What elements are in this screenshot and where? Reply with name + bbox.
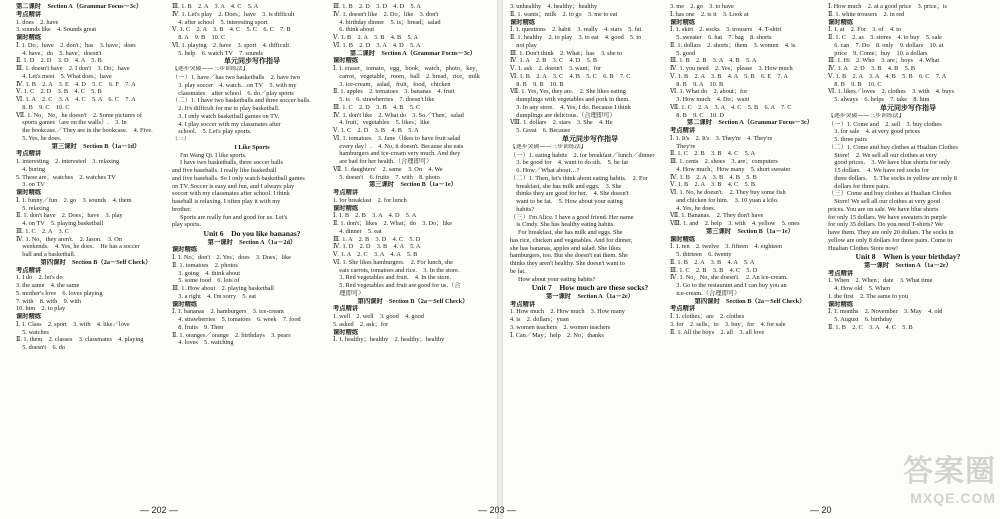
answer-line: Ⅱ. 1. B 2. A 3. B 4. A 5. A: [670, 258, 755, 266]
answer-line: 5. sweater 6. hat 7. bag 8. shorts: [670, 34, 772, 41]
answer-line: 课时精练: [670, 235, 696, 243]
answer-line: 2. It's difficult for me to play basketball.: [172, 105, 280, 112]
answer-line: 5. doesn't 6. do: [16, 344, 66, 351]
answer-line: Ⅵ. 1. She likes hamburgers. 2. For lunch, she: [333, 258, 453, 266]
answer-line: Hualian Clothes Store now!: [828, 244, 899, 252]
answer-line: Ⅶ. 1. No，No，he doesn't 2. Some pictures of: [16, 111, 142, 119]
answer-line: Ⅲ. 1. B 2. B 3. A 4. B 5. A: [670, 57, 757, 65]
answer-line: Ⅱ. 1. them 2. classes 3. classmates 4. playing: [16, 336, 144, 344]
answer-line: Ⅰ. 1. Do；have 2. don't；has 3. have；does: [16, 41, 136, 49]
answer-line: baseball is relaxing. I often play it with my: [172, 198, 281, 205]
answer-line: Unit 8 When is your birthday?: [855, 252, 961, 262]
answer-line: 4. How old 5. When: [828, 285, 890, 292]
answer-line: 4. strawberries 5. tomatoes 6. week 7. food: [172, 316, 301, 323]
answer-line: 课时精练: [333, 204, 359, 212]
answer-line: 3. Go to the restaurant and I can buy you an: [670, 282, 787, 289]
answer-line: Ⅰ. 1. at 2. For 3. of 4. to: [828, 26, 902, 34]
answer-line: 3. on TV: [16, 181, 45, 189]
answer-line: Ⅳ. 1. doesn't like 2. Do；like 3. don't: [333, 10, 439, 18]
answer-line: Store! 2. We sell all our clothes at very: [828, 151, 937, 159]
answer-line: （二）1. I have two basketballs and three soccer balls.: [172, 97, 311, 105]
answer-line: 5. some food 6. lots of: [172, 277, 240, 285]
answer-line: 考点精讲: [16, 266, 42, 274]
answer-line: Ⅲ. 1. doesn't have 2. I don't 3. Do；have: [16, 65, 130, 72]
answer-line: Ⅳ. 1. A 2. B 3. C 4. D 5. B: [510, 57, 598, 65]
answer-line: 5. Great 6. Because: [510, 127, 571, 134]
answer-line: Ⅰ. 1. clothes；are 2. clothes: [670, 313, 745, 320]
answer-line: Ⅱ. 1. All the boys 2. all 3. all love: [670, 328, 765, 336]
answer-line: 课时精练: [172, 246, 198, 254]
answer-line: 第二课时 Section A（Grammar Focus－3c）: [16, 3, 143, 10]
answer-line: Ⅵ. 1. What do 2. about；for: [670, 88, 748, 96]
answer-line: 4. fruit；vegetables 5. likes；like: [333, 119, 430, 127]
answer-line: 【逐步突破——三步训练法】: [172, 66, 249, 73]
answer-line: Ⅳ. 1. B 2. A 3. E 4. D 5. C 6. F 7. A: [16, 80, 136, 88]
page-number-right: — 203 —: [478, 505, 517, 515]
answer-line: Ⅶ. 1. Yes, Yes, they are. 2. She likes eating: [510, 88, 626, 96]
answer-line: Ⅰ. 1. No；don't 2. Yes；does 3. Does；like: [172, 254, 291, 261]
answer-line: 1. I do 2. let's do: [16, 274, 63, 282]
answer-line: Ⅴ. 1. ask 2. doesn't 3. want；for: [510, 65, 602, 72]
answer-line: 3. for sale 4. at very good prices: [828, 128, 920, 136]
answer-line: 【逐步突破——三步训练法】: [510, 143, 587, 150]
answer-line: 第一课时 Section A（1a－2e）: [546, 292, 634, 300]
answer-line: 课时精练: [16, 34, 42, 41]
answer-line: Ⅰ. 1. eraser，tomato，egg，book，watch，photo，key，: [333, 65, 482, 72]
answer-line: 单元同步写作指导: [880, 103, 936, 112]
answer-line: Ⅰ. 1. skirt 2. socks 3. trousers 4. T-shirt: [670, 26, 782, 34]
answer-line: Ⅰ. 1. bananas 2. hamburgers 3. ice-cream: [172, 308, 284, 316]
answer-line: 课时精练: [333, 328, 359, 336]
answer-line: eats carrots, tomatoes and rice. 3. In the store.: [333, 266, 460, 274]
answer-line: ball and a basketball.: [16, 251, 76, 258]
answer-line: 5. asked 2. ask；for: [333, 320, 389, 328]
answer-line: Ⅴ. 1. B 2. A 3. A 4. B 5. B 6. C 7. A: [828, 72, 947, 80]
answer-line: and chicken for him. 3. 10 yuan a kilo.: [670, 196, 779, 204]
answer-line: Ⅰ. has one 2. is it 3. Look at: [670, 10, 749, 18]
answer-line: Ⅶ. 1. Bananas. 2. They don't have: [670, 212, 764, 220]
answer-line: Ⅲ. 1. C 2. B 3. B 4. C 5. D: [670, 266, 758, 274]
answer-line: Ⅰ. 1. B 2. B 3. A 4. D 5. A: [333, 212, 417, 220]
answer-line: breakfast, she has milk and eggs. 3. She: [510, 182, 622, 190]
answer-line: I'm Wang Qi. I like sports.: [180, 151, 247, 159]
answer-line: Ⅳ. 1. No，No, she doesn't. 2. An ice-cream.: [670, 274, 788, 282]
answer-line: （三）I'm Alice. I have a good friend. Her name: [510, 213, 634, 221]
answer-line: Ⅱ. 1. C 2. B 3. B 4. C 5. A: [670, 150, 756, 158]
answer-line: 考点精讲: [333, 189, 359, 196]
answer-line: I Like Sports: [234, 143, 270, 151]
answer-column-6: [828, 3, 988, 493]
answer-line: Unit 6 Do you like bananas?: [203, 229, 301, 238]
answer-line: and five baseballs. So I only watch basketball games: [172, 174, 305, 182]
answer-line: Ⅱ. 1. C 2. as 3. stores 4. to buy 5. sale: [828, 34, 942, 41]
answer-line: （一）1. eating habits 2. for breakfast／lunch／dinner: [510, 151, 655, 159]
answer-column-1: [16, 3, 176, 493]
answer-line: not play: [510, 41, 537, 49]
answer-column-4: [510, 3, 670, 493]
answer-line: Ⅲ. 1. B 2. A 3. A 4. C 5. A: [172, 3, 259, 10]
answer-line: Ⅵ. 1. A 2. C 3. A 4. C 5. A 6. C 7. A: [16, 96, 136, 103]
answer-line: Ⅴ. 1. C 2. D 3. B 4. C 5. B: [16, 88, 102, 96]
answer-line: They're: [670, 142, 696, 150]
answer-line: 4. boring: [16, 165, 46, 173]
answer-line: 7. with 8. with 9. with: [16, 297, 82, 305]
answer-line: for only 15 dollars. We have sweaters in purple: [828, 213, 947, 221]
answer-line: 3. going 4. think about: [172, 269, 241, 277]
answer-line: and five baseballs. I really like basketball: [172, 167, 277, 174]
answer-line: 课时精练: [172, 300, 198, 308]
answer-line: Ⅱ. 1. healthy 2. to play 3. to eat 4. good 5. to: [510, 34, 642, 41]
answer-line: 5. is 6. strawberries 7. doesn't like: [333, 96, 435, 103]
answer-line: Ⅴ. 1. A 2. C 3. A 4. A 5. B: [333, 251, 418, 258]
answer-line: 4. Yes, he does.: [670, 204, 716, 212]
answer-line: 5. August 6. birthday: [828, 316, 893, 323]
answer-line: 15 dollars. 4. We have red socks for: [828, 167, 930, 174]
answer-line: 8. B 9. A 10. B: [670, 80, 724, 88]
answer-line: 1. well 2. well 3. good 4. good: [333, 313, 424, 320]
answer-line: 5. mother's love 6. loves playing: [16, 289, 103, 297]
answer-line: 课时精练: [510, 18, 536, 26]
answer-line: 考点精讲: [828, 269, 854, 277]
answer-line: dollars for three pairs.: [828, 182, 890, 190]
answer-line: 3. play soccer 4. watch…on TV 5. with my: [172, 81, 297, 89]
answer-line: 6. can 7. Do 8. only 9. dollars 10. at: [828, 41, 944, 49]
answer-line: 第一课时 Section A（1a－2e）: [864, 261, 952, 269]
answer-line: sports games（are on the walls）. 3. In: [16, 119, 127, 127]
answer-line: 课时精练: [16, 189, 42, 196]
answer-line: Ⅳ. 1. A 2. D 3. B 4. B 5. B: [828, 65, 916, 72]
answer-line: Ⅳ. 1. B 2. A 3. B 4. B 5. B: [670, 173, 757, 181]
answer-line: she has bananas, apples and salad. She likes: [510, 244, 621, 252]
answer-line: good prices. 3. We have blue shorts for only: [828, 159, 950, 167]
answer-line: ice-cream.（合理即可）: [670, 289, 741, 297]
answer-line: 4. dinner 5. eat: [333, 227, 382, 235]
answer-line: Store! We sell all our clothes at very good: [828, 198, 940, 205]
answer-line: 5. watches: [16, 328, 49, 336]
answer-line: Ⅰ. 1. months 2. November 3. May 4. old: [828, 308, 943, 316]
answer-line: Ⅵ. 1. tomatoes 3. Jane（likes to have fruit salad: [333, 134, 461, 142]
answer-line: play sports.: [172, 221, 202, 229]
answer-line: 3. Red vegetables and fruit. 4. In the store.: [333, 274, 452, 282]
answer-line: 单元同步写作指导: [224, 57, 280, 66]
answer-line: Ⅰ. 1. questions 2. habit 3. really 4. stars 5. fat: [510, 26, 642, 34]
answer-line: are bad for her health.（合理即可）: [333, 158, 433, 165]
answer-line: Ⅲ. 1. C 2. D 3. B 4. B 5. C: [333, 103, 421, 111]
answer-line: 课时精练: [670, 18, 696, 26]
answer-line: 第三课时 Section B（1a－1d）: [51, 142, 141, 150]
answer-line: have them. They are only 20 dollars. The socks in: [828, 229, 954, 236]
answer-line: every day）. 4. No, it doesn't. Because she eats: [333, 142, 464, 150]
answer-line: price 9. Come；buy 10. a dollars: [828, 49, 928, 57]
answer-line: Ⅱ. 1. tomatoes 2. photos: [172, 261, 238, 269]
answer-line: dumplings with vegetables and pork in them.: [510, 96, 630, 103]
answer-line: Ⅰ. How much 2. at a good price 3. price；is: [828, 3, 947, 10]
answer-line: Ⅶ. 1. C 2. A 3. A 4. C 5. B 6. A 7. C: [670, 103, 792, 111]
answer-line: 3. for 2. sells；to 3. buy；for 4. for sale: [670, 320, 786, 328]
answer-line: hamburgers and ice-cream very much. And they: [333, 150, 461, 158]
answer-line: Ⅲ. 1. B 2. D 3. D 4. D 5. A: [333, 3, 421, 10]
answer-line: 考点精讲: [333, 305, 359, 313]
answer-column-3: [333, 3, 493, 493]
answer-line: Ⅵ. 1. No, he doesn't. 2. They buy some fish: [670, 189, 786, 196]
answer-line: be fat.: [510, 267, 526, 275]
answer-line: 考点精讲: [16, 10, 42, 18]
answer-line: 3. ice-cream，salad，fruit，food，chicken: [333, 80, 451, 88]
answer-line: 考点精讲: [670, 305, 696, 313]
right-page: [478, 0, 1000, 519]
answer-line: 考点精讲: [16, 150, 42, 158]
answer-line: Unit 7 How much are these socks?: [531, 283, 649, 293]
page-number-left: — 202 —: [140, 505, 179, 515]
answer-line: Ⅱ. 1. dollars 2. shorts；them 3. women 4. is: [670, 41, 796, 49]
answer-line: Ⅰ. 1. ten 2. twelve 3. fifteen 4. eighteen: [670, 243, 782, 251]
answer-line: 8. B 9. C 10. C: [16, 103, 70, 111]
answer-line: Ⅱ. 1. wants；milk 2. to go 3. me to eat: [510, 10, 618, 18]
answer-line: 4. Let's meet 5. What does；have: [16, 72, 112, 80]
answer-line: 4. I play soccer with my classmates after: [172, 120, 281, 128]
answer-line: 5. good: [670, 49, 696, 57]
answer-line: 【逐步突破——三步训练法】: [828, 112, 905, 119]
answer-line: 8. B 9. C 10. D: [670, 111, 724, 119]
answer-line: 1. for breakfast 2. for lunch: [333, 196, 407, 204]
answer-line: 第四课时 Section B（2a－Self Check）: [40, 258, 152, 266]
answer-line: thinks they aren't healthy. She doesn't want to: [510, 260, 625, 267]
answer-line: 第三课时 Section B（1a－1e）: [706, 227, 794, 235]
answer-line: three dollars. 5. The socks in yellow are only 8: [828, 174, 957, 182]
answer-line: Ⅳ. 1. D 2. D 3. B 4. A 5. A: [333, 243, 421, 251]
answer-line: Ⅳ. 1. you need 2. Yes；please 3. How much: [670, 65, 793, 72]
answer-line: 5. doesn't 6. fruits 7. with 8. photo: [333, 173, 440, 181]
answer-line: 4. is 2. dollars；yuan: [510, 316, 569, 323]
answer-line: 1. does 2. have: [16, 18, 59, 26]
answer-column-5: [670, 3, 830, 493]
answer-line: 1. the first 2. The same to you: [828, 292, 908, 300]
answer-line: 5. Red vegetables and fruit are good for us.（合: [333, 282, 461, 289]
answer-line: thinks they are good for her. 4. She doesn't: [510, 190, 629, 198]
answer-line: Ⅰ. 1. It's 2. It's 3. They're 4. They're: [670, 134, 773, 142]
answer-line: Ⅲ. 1. cents 2. shoes 3. are；computers: [670, 158, 778, 165]
answer-line: 课时精练: [828, 18, 854, 26]
watermark-text: 答案圈: [903, 455, 996, 488]
answer-line: want to be fat. 5. How about your eating: [510, 198, 623, 205]
answer-line: Ⅵ. 1. B 2. A 3. C 4. B 5. C 6. B 7. C: [510, 72, 631, 80]
answer-line: 8. B 9. B 10. B: [510, 80, 564, 88]
answer-line: yellow are only 8 dollars for three pairs. Come to: [828, 236, 953, 244]
answer-line: （一）1. Come and 2. sell 3. buy clothes: [828, 120, 942, 128]
answer-line: 3. women teachers 2. women teachers: [510, 323, 611, 331]
answer-line: hamburgers, too. But she doesn't eat them. She: [510, 252, 628, 260]
answer-line: Ⅰ. Can／May；help 2. No；thanks: [510, 331, 604, 339]
answer-line: Ⅰ. 1. funny／fun 2. go 3. sounds 4. them: [16, 196, 132, 204]
answer-line: 3. unhealthy 4. healthy；healthy: [510, 3, 598, 10]
answer-line: Ⅵ. 1. playing 2. have 3. sport 4. difficult: [172, 41, 290, 49]
answer-line: 4. birthday dinner 5. is；bread；salad: [333, 18, 441, 26]
answer-line: Ⅷ. 1. and 2. help 3. with 4. yellow 5. ones: [670, 220, 800, 227]
answer-line: Ⅲ. 1. C 2. A 3. C: [16, 227, 69, 235]
answer-line: Ⅴ. 1. B 2. A 3. B 4. A 5. B 6. E 7. A: [670, 72, 788, 80]
answer-line: 3. In any store. 4. Yes, I do. Because I think: [510, 103, 631, 111]
answer-line: Sports are really fun and good for us. Let's: [180, 213, 288, 221]
answer-line: 1. When 2. When；date 3. What time: [828, 277, 933, 285]
answer-line: school. 5. Let's play sports.: [172, 128, 252, 136]
answer-line: Ⅳ. 1. No，they aren't. 2. Jason. 3. On: [16, 235, 122, 243]
answer-line: 8. fruits 9. Then: [172, 323, 224, 331]
answer-line: Ⅱ. 1. white trousers 2. in red: [828, 10, 905, 18]
answer-line: on TV. Soccer is easy and fun, and I always play: [172, 182, 295, 190]
answer-line: Ⅵ. 1. likes／loves 2. clothes 3. with 4. buys: [828, 88, 954, 96]
answer-line: Ⅱ. 1. B 2. C 3. A 4. C 5. B: [828, 323, 913, 331]
answer-line: For breakfast, she has milk and eggs. She: [518, 229, 623, 236]
answer-line: 第四课时 Section B（2a－Self Check）: [357, 297, 469, 305]
answer-line: for only 35 dollars. Do you need T-shirts? We: [828, 221, 943, 229]
answer-line: 第二课时 Section A（Grammar Focus－3c）: [686, 119, 814, 127]
answer-line: has rice, chicken and vegetables. And for dinner,: [510, 236, 633, 244]
answer-line: 单元同步写作指导: [562, 134, 618, 143]
page-number-edge: — 20: [810, 505, 832, 515]
answer-line: 8. B 9. B 10. C: [828, 80, 882, 88]
answer-line: 8. A 9. B 10. C: [172, 34, 226, 41]
answer-line: （二）1. Then, let's think about eating habits. 2. For: [510, 174, 648, 182]
answer-line: classmates after school 6. do／play sports: [172, 89, 294, 97]
answer-line: 考点精讲: [510, 300, 536, 308]
answer-line: carrot，vegetable，room，ball 2. bread，rice，milk: [333, 72, 480, 80]
answer-line: 10. him 2. to play: [16, 305, 66, 313]
answer-line: Ⅰ. 1. Class 2. sport 3. with 4. like／love: [16, 320, 130, 328]
answer-line: 第四课时 Section B（2a－Self Check）: [694, 297, 806, 305]
answer-line: dumplings are delicious.（合理即可）: [510, 111, 616, 119]
answer-line: 5. relaxing: [16, 204, 50, 212]
answer-line: Ⅱ. 1. apples 2. tomatoes 3. bananas 4. fruit: [333, 88, 455, 96]
answer-line: Ⅴ. 1. C 2. A 3. B 4. C 5. C 6. C 7. B: [172, 26, 291, 34]
answer-line: 考点精讲: [670, 127, 696, 134]
answer-line: 3. How much 4. Do；want: [670, 96, 750, 103]
answer-line: 5. Yes, he does.: [16, 134, 62, 142]
answer-line: Ⅶ. 1. daughters' 2. same 3. On 4. We: [333, 165, 443, 173]
answer-line: prices. You are on sale. We have blue shorts: [828, 205, 939, 213]
answer-line: 课时精练: [828, 300, 854, 308]
watermark-url: MXQE.COM: [910, 490, 996, 506]
answer-line: I have two basketballs, three soccer balls: [180, 159, 283, 167]
left-page: [0, 0, 497, 519]
answer-line: Ⅲ. 1. A 2. B 3. D 4. C 5. D: [333, 235, 421, 243]
answer-line: Ⅴ. 1. B 2. A 3. B 4. B 5. A: [333, 34, 419, 41]
answer-line: Ⅲ. 1. How about 2. playing basketball: [172, 285, 274, 292]
answer-line: 3. a right 4. I'm sorry 5. eat: [172, 292, 257, 300]
answer-line: is Cindy. She has healthy eating habits.: [510, 221, 615, 229]
answer-line: （三）: [172, 136, 190, 142]
answer-line: 3. me 2. go 3. to have: [670, 3, 734, 10]
answer-line: Ⅲ. 1. Don't think 2. What；has 3. she to: [510, 49, 623, 57]
answer-line: Ⅱ. 1. don't；likes 2. What；do 3. Do；like: [333, 220, 452, 227]
answer-line: 第二课时 Section A（Grammar Focus－3c）: [349, 49, 477, 57]
answer-line: Ⅳ. 1. Let's play 2. Does；have 3. is difficult: [172, 10, 295, 18]
answer-line: 1. interesting 2. interested 3. relaxing: [16, 158, 120, 165]
answer-line: Ⅲ. 1. Hi 2. Who 3. are；boys 4. What: [828, 57, 940, 65]
answer-line: 1. How much 2. How much 3. How many: [510, 308, 625, 316]
answer-line: （二）1. Come and buy clothes at Hualian Clothes: [828, 143, 958, 151]
answer-line: 5. help 6. watch TV 7. sounds: [172, 49, 263, 57]
answer-line: 3. be good for 4. want to do sth. 5. be fat: [510, 159, 629, 167]
answer-line: 5. These are；watches 2. watches TV: [16, 173, 116, 181]
answer-line: the bookcase.／They are in the bookcase. 4. Five.: [16, 127, 153, 134]
answer-line: 第一课时 Section A（1a－2d）: [207, 238, 297, 246]
answer-line: 理即可）: [333, 289, 365, 297]
answer-line: 4. loves 5. watching: [172, 339, 234, 347]
answer-line: weekends. 4. Yes, he does. He has a soccer: [16, 243, 140, 251]
answer-line: 课时精练: [16, 313, 42, 320]
answer-line: 3. sounds like 4. Sounds great: [16, 26, 97, 34]
answer-column-2: [172, 3, 332, 493]
answer-line: （三）Come and buy clothes at Hualian Clothes: [828, 190, 952, 198]
answer-line: habits?: [510, 205, 535, 213]
answer-line: 6. think about: [333, 26, 375, 34]
answer-line: brother.: [172, 205, 192, 213]
answer-line: 3. the same 4. the same: [16, 282, 80, 289]
answer-line: 4. after school 5. interesting sport: [172, 18, 268, 26]
answer-line: Ⅱ. 1. don't have 2. Does；have 3. play: [16, 212, 123, 220]
answer-line: Ⅴ. 1. B 2. A 3. B 4. C 5. B: [670, 181, 756, 189]
answer-line: soccer with my classmates after school. I think: [172, 190, 290, 198]
answer-line: 第三课时 Section B（1a－1e）: [369, 181, 457, 189]
answer-line: How about your eating habits?: [518, 275, 596, 283]
answer-line: Ⅱ. 1. D 2. D 3. D 4. A 5. B: [16, 57, 102, 65]
answer-line: 4. have；do 5. have；doesn't: [16, 49, 102, 57]
answer-line: Ⅵ. 1. B 2. D 3. A 4. D 5. A: [333, 41, 421, 49]
answer-line: 4. How much；How many 5. short sweater: [670, 165, 791, 173]
answer-line: 3. I only watch basketball games on TV.: [172, 112, 280, 120]
answer-line: 5. thirteen 6. twenty: [670, 251, 732, 258]
answer-line: Ⅰ. 1. healthy；healthy 2. healthy；healthy: [333, 336, 445, 344]
answer-line: 课时精练: [333, 57, 359, 65]
answer-line: Ⅷ. 1. dollars 2. stars 3. She 4. He: [510, 119, 613, 127]
answer-line: 4. on TV 5. playing basketball: [16, 220, 104, 227]
answer-line: Ⅴ. 1. C 2. D 3. B 4. B 5. A: [333, 127, 419, 134]
answer-line: （一）1. have／has two basketballs 2. have two: [172, 74, 300, 81]
answer-line: 6. How／What about…?: [510, 167, 580, 174]
answer-line: 5. always 6. helps 7. take 8. him: [828, 96, 930, 103]
answer-line: Ⅳ. 1. don't like 2. What do 3. So／Then；salad: [333, 111, 464, 119]
answer-line: Ⅱ. 1. oranges／orange 2. birthdays 3. pears: [172, 331, 291, 339]
answer-line: 5. three pairs: [828, 136, 867, 143]
